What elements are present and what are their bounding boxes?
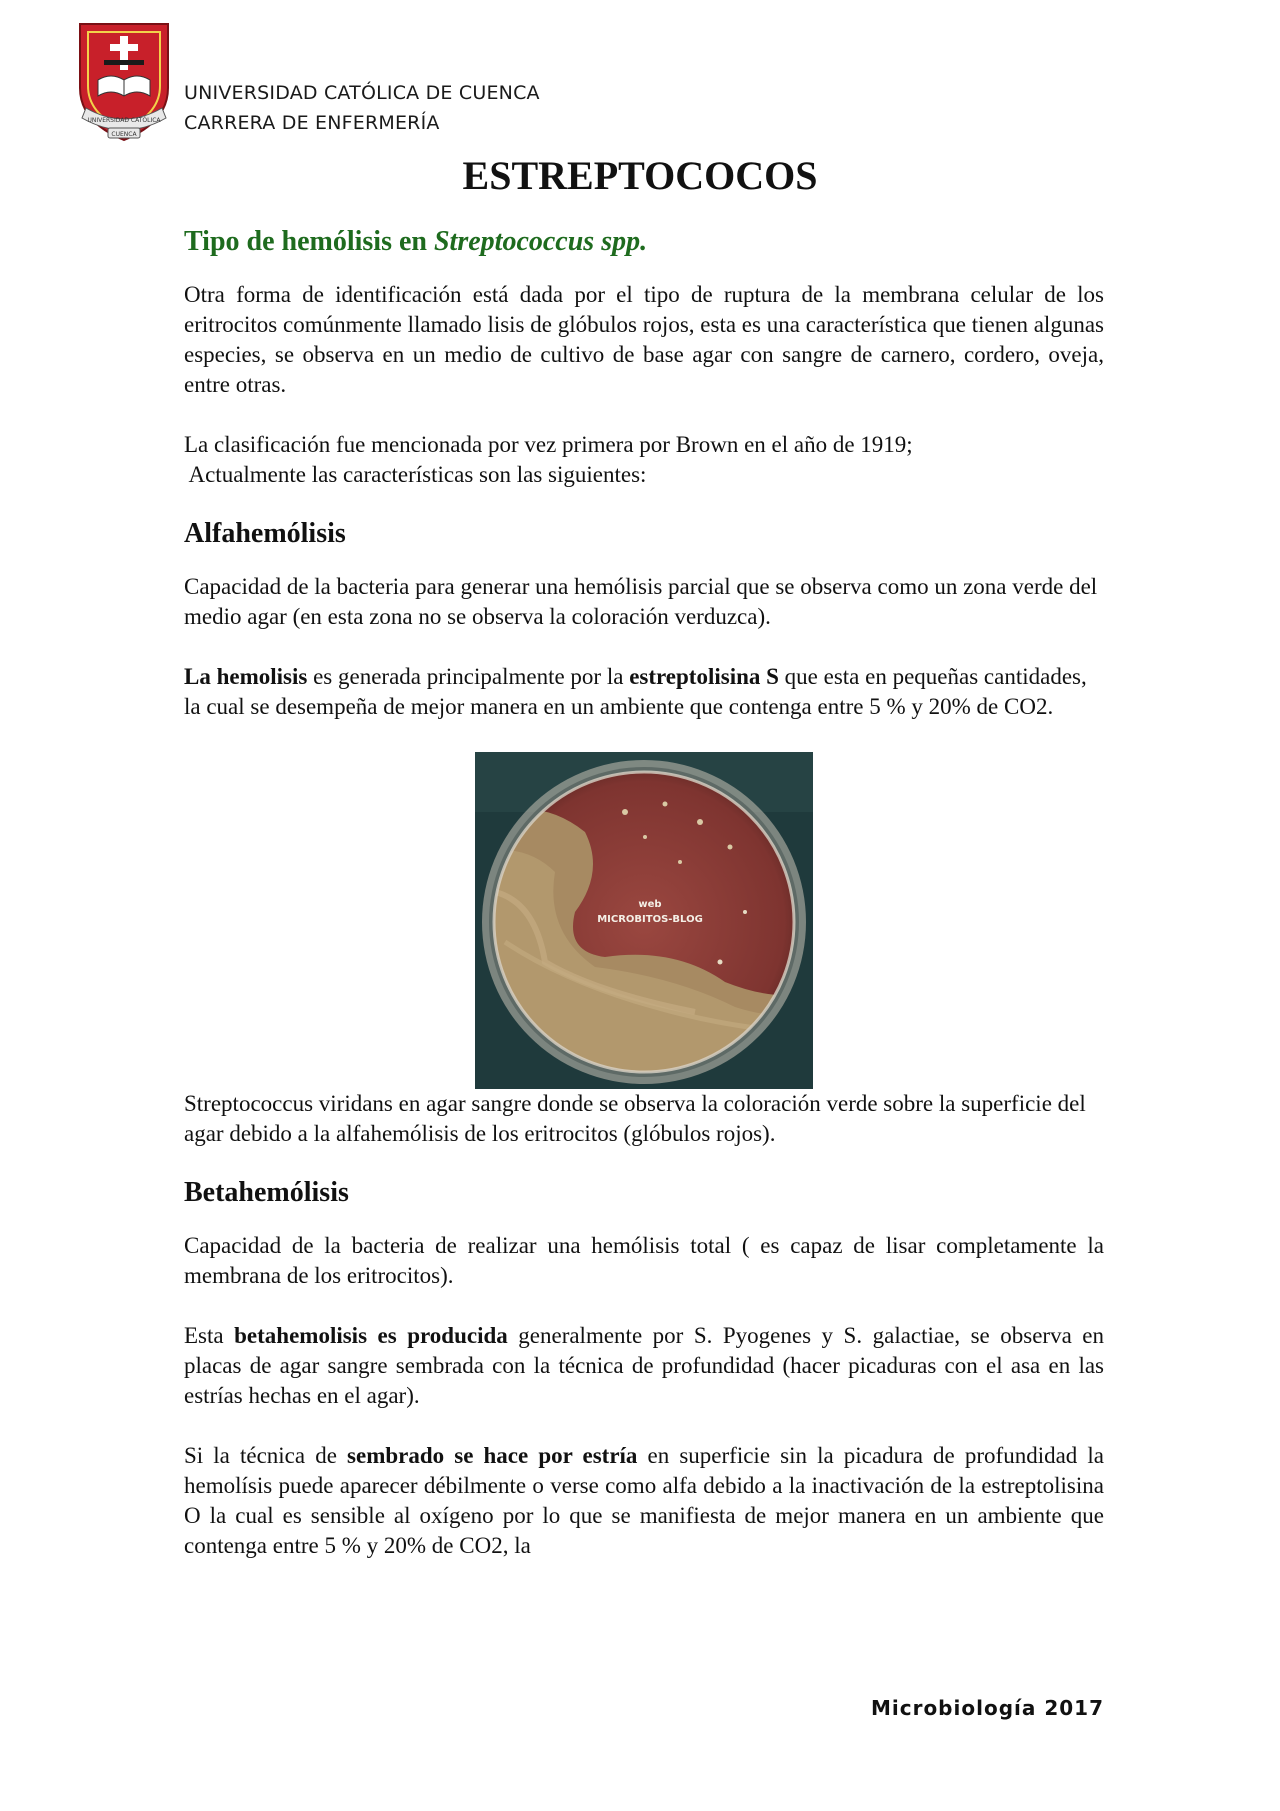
intro-heading-prefix: Tipo de hemólisis en [184, 226, 434, 257]
beta-p2-text-1: Esta [184, 1323, 235, 1348]
alfa-heading: Alfahemólisis [184, 518, 346, 549]
beta-p3-text-1: Si la técnica de [184, 1443, 348, 1468]
beta-heading: Betahemólisis [184, 1177, 349, 1208]
page-title: ESTREPTOCOCOS [462, 153, 818, 198]
alfa-p2-bold-1: La hemolisis [184, 664, 308, 689]
agar-plate-photo [475, 752, 813, 1089]
alfa-p2-bold-2: estreptolisina S [629, 664, 779, 689]
intro-paragraph-2 [184, 430, 1104, 490]
intro-heading-genus: Streptococcus spp. [433, 226, 648, 257]
university-seal-logo [74, 18, 174, 146]
alfa-p2-text-2: que esta en pequeñas cantidades, la cual se desempeña de mejor manera en un ambiente que contenga entre 5 % y 20% de CO2. [184, 664, 1087, 719]
seal-banner-text: UNIVERSIDAD CATÓLICA [87, 117, 161, 124]
beta-paragraph-2 [184, 1321, 1104, 1411]
university-name: UNIVERSIDAD CATÓLICA DE CUENCA [184, 82, 540, 104]
institution-header [184, 78, 540, 138]
figure-caption: Streptococcus viridans en agar sangre donde se observa la coloración verde sobre la superficie del agar debido a la alfahemólisis de los eritrocitos (glóbulos rojos). [184, 1091, 1086, 1146]
beta-paragraph-1: Capacidad de la bacteria de realizar una hemólisis total ( es capaz de lisar completamente la membrana de los eritrocitos). [184, 1233, 1104, 1288]
intro-paragraph-2-line-2: Actualmente las características son las siguientes: [184, 462, 647, 487]
beta-p2-bold-1: betahemolisis es producida [234, 1323, 508, 1348]
alfa-paragraph-2 [184, 662, 1104, 722]
beta-p2-text-2: generalmente por S. Pyogenes y S. galactiae, se observa en placas de agar sangre sembrada con la técnica de profundidad (hacer picaduras con el asa en las estrías hechas en el agar). [184, 1323, 1105, 1408]
figure-watermark-line-2: MICROBITOS-BLOG [597, 914, 703, 925]
intro-heading [184, 224, 1104, 260]
figure-watermark-line-1: web [638, 899, 662, 910]
beta-p3-text-2: en superficie sin la picadura de profundidad la hemolísis puede aparecer débilmente o verse como alfa debido a la inactivación de la estreptolisina O la cual es sensible al oxígeno por lo que se manifiesta de mejor manera en un ambiente que contenga entre 5 % y 20% de CO2, la [184, 1443, 1104, 1558]
seal-city-text: CUENCA [111, 131, 137, 138]
alfa-p2-text-1: es generada principalmente por la [307, 664, 630, 689]
intro-paragraph-2-line-1: La clasificación fue mencionada por vez primera por Brown en el año de 1919; [184, 432, 913, 457]
program-name: CARRERA DE ENFERMERÍA [184, 112, 440, 134]
alfa-paragraph-1: Capacidad de la bacteria para generar una hemólisis parcial que se observa como un zona verde del medio agar (en esta zona no se observa la coloración verduzca). [184, 574, 1098, 629]
document-body [184, 224, 1104, 1561]
beta-p3-bold-1: sembrado se hace por estría [347, 1443, 638, 1468]
beta-paragraph-3 [184, 1441, 1104, 1561]
intro-paragraph-1: Otra forma de identificación está dada por el tipo de ruptura de la membrana celular de los eritrocitos comúnmente llamado lisis de glóbulos rojos, esta es una característica que tienen algunas especies, se observa en un medio de cultivo de base agar con sangre de carnero, cordero, oveja, entre otras. [184, 282, 1104, 397]
footer-course-label: Microbiología 2017 [870, 1696, 1104, 1720]
